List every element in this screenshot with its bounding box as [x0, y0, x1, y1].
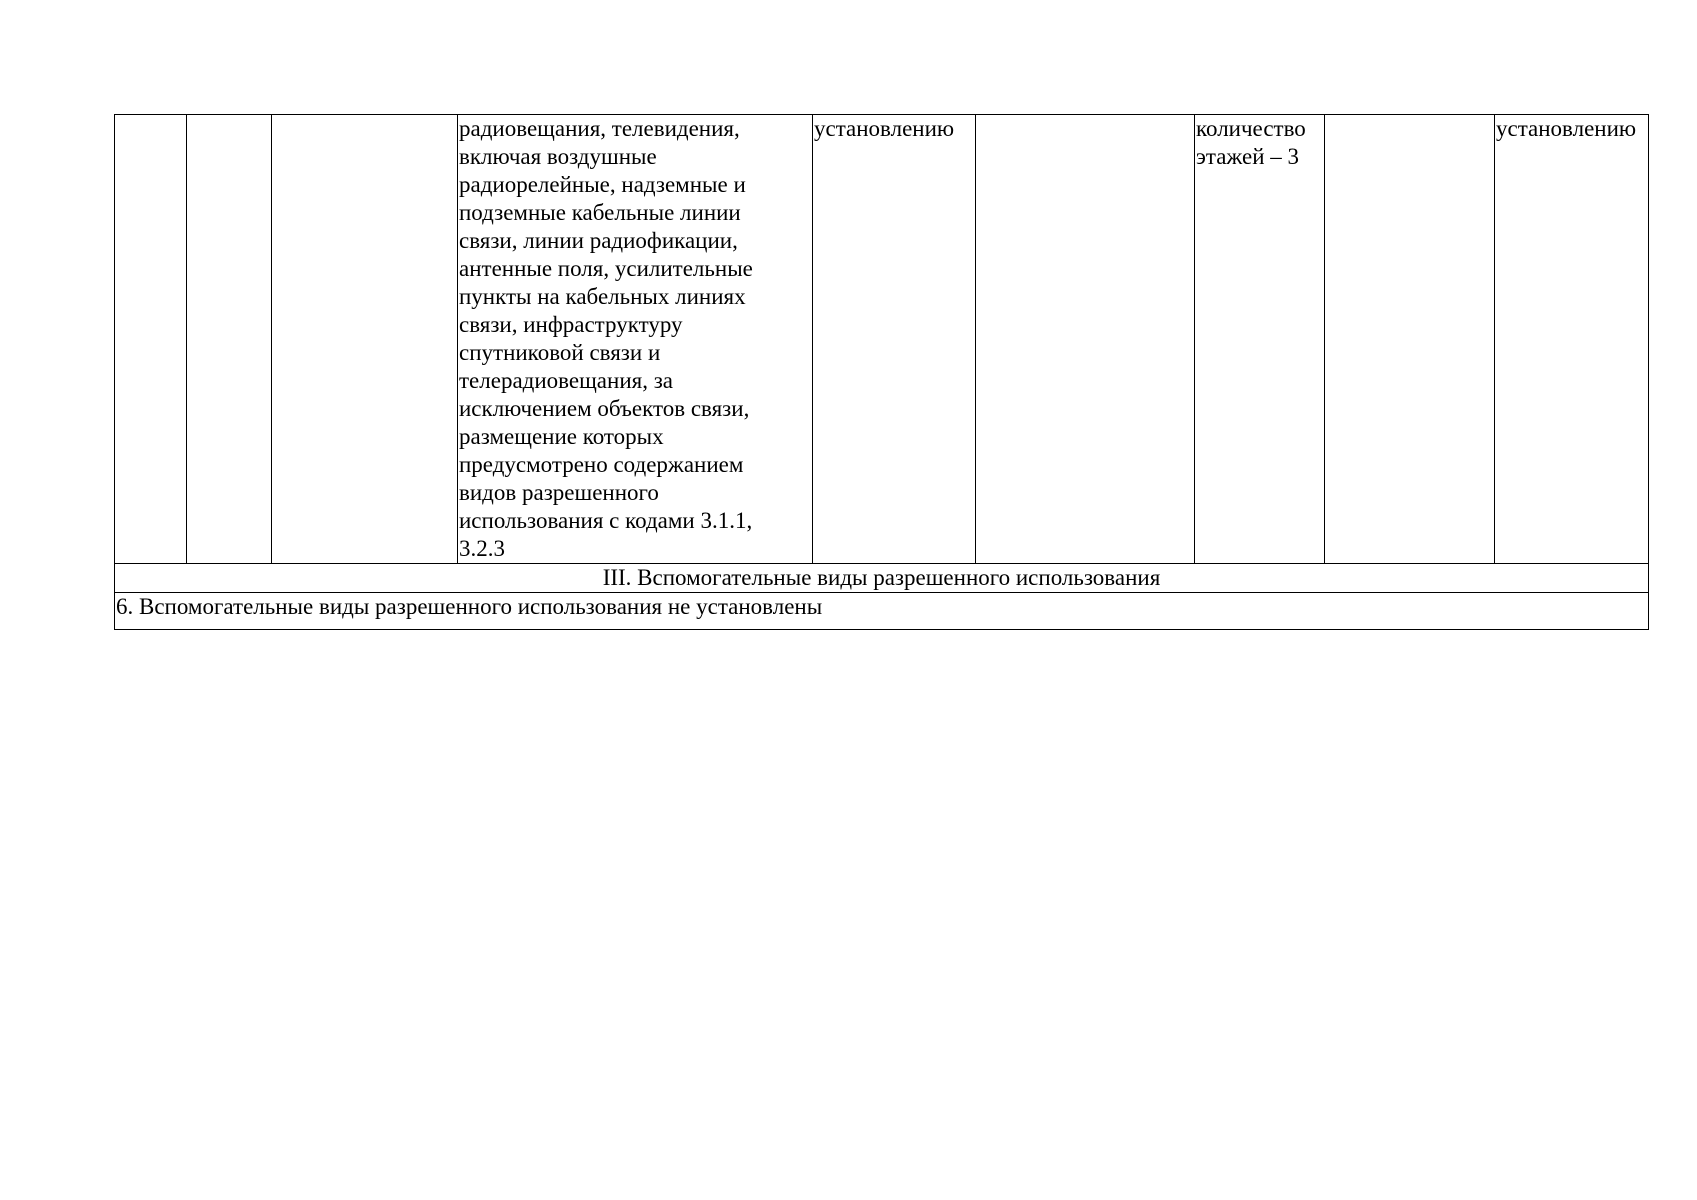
table-cell-col9 — [1495, 115, 1649, 564]
use-description-text: радиовещания, телевидения, включая воздушные радиорелейные, надземные и подземные кабельные линии связи, линии радиофикации, антенные поля, усилительные пункты на кабельных линиях связи, инфраструктуру спутниковой связи и телерадиовещания, за исключением объектов связи, размещение которых предусмотрено содержанием видов разрешенного использования с кодами 3.1.1, 3.2.3 — [459, 116, 753, 561]
note-text: 6. Вспомогательные виды разрешенного использования не установлены — [115, 593, 1649, 630]
table-row — [115, 115, 1649, 564]
table-cell-floors — [1195, 115, 1325, 564]
table-cell-description — [458, 115, 813, 564]
section-heading-row — [115, 564, 1649, 593]
section-heading: III. Вспомогательные виды разрешенного использования — [115, 564, 1649, 593]
table-cell-col6 — [976, 115, 1195, 564]
table-cell-col8 — [1325, 115, 1495, 564]
floors-text: количество этажей – 3 — [1196, 116, 1306, 169]
regulations-table — [114, 114, 1649, 630]
table-cell-col3 — [272, 115, 458, 564]
cell-text: установлению — [1496, 116, 1637, 141]
table-cell-col5 — [813, 115, 976, 564]
table-cell-col1 — [115, 115, 187, 564]
table-cell-col2 — [187, 115, 272, 564]
note-row — [115, 593, 1649, 630]
cell-text: установлению — [814, 116, 955, 141]
